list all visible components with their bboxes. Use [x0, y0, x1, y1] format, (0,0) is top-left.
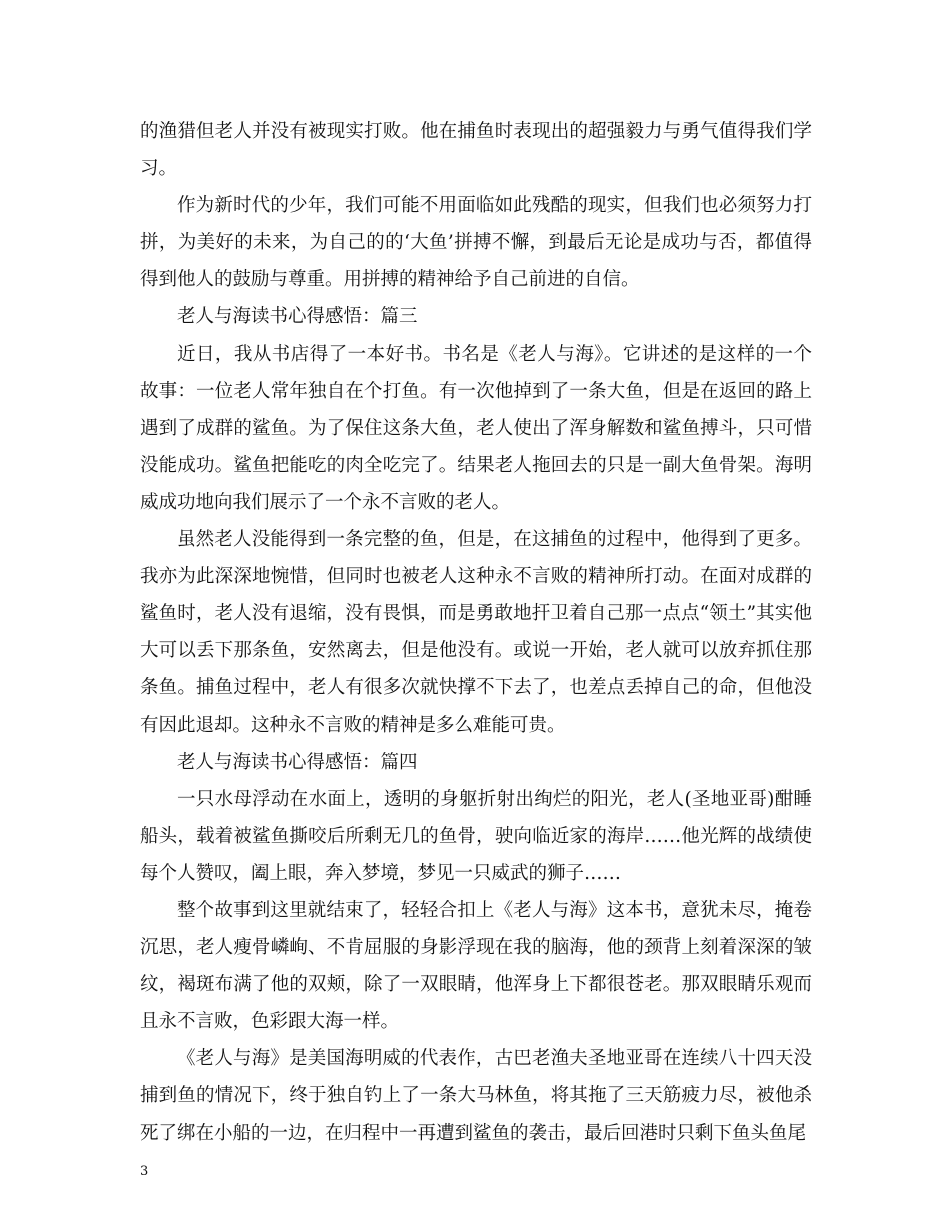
paragraph: 虽然老人没能得到一条完整的鱼，但是，在这捕鱼的过程中，他得到了更多。我亦为此深深地惋惜，但同时也被老人这种永不言败的精神所打动。在面对成群的鲨鱼时，老人没有退缩，没有畏惧，而是勇敢地扞卫着自己那一点点“领土”其实他大可以丢下那条鱼，安然离去，但是他没有。或说一开始，老人就可以放弃抓住那条鱼。捕鱼过程中，老人有很多次就快撑不下去了，也差点丢掉自己的命，但他没有因此退却。这种永不言败的精神是多么难能可贵。: [140, 529, 812, 736]
paragraph: 整个故事到这里就结束了，轻轻合扣上《老人与海》这本书，意犹未尽，掩卷沉思，老人瘦骨嶙峋、不肯屈服的身影浮现在我的脑海，他的颈背上刻着深深的皱纹，褐斑布满了他的双颊，除了一双眼睛，他浑身上下都很苍老。那双眼睛乐观而且永不言败，色彩跟大海一样。: [140, 899, 812, 1033]
page-number: 3: [140, 1164, 149, 1179]
section-heading: 老人与海读书心得感悟：篇三: [177, 306, 418, 328]
document-body: [140, 113, 812, 1152]
paragraph: 近日，我从书店得了一本好书。书名是《老人与海》。它讲述的是这样的一个故事：一位老人常年独自在个打鱼。有一次他掉到了一条大鱼，但是在返回的路上遇到了成群的鲨鱼。为了保住这条大鱼，老人使出了浑身解数和鲨鱼搏斗，只可惜没能成功。鲨鱼把能吃的肉全吃完了。结果老人拖回去的只是一副大鱼骨架。海明威成功地向我们展示了一个永不言败的老人。: [140, 343, 812, 513]
paragraph: 作为新时代的少年，我们可能不用面临如此残酷的现实，但我们也必须努力打拼，为美好的未来，为自己的的‘大鱼’拼搏不懈，到最后无论是成功与否，都值得得到他人的鼓励与尊重。用拼搏的精神给予自己前进的自信。: [140, 195, 812, 291]
section-heading: 老人与海读书心得感悟：篇四: [177, 751, 418, 773]
paragraph: 的渔猎但老人并没有被现实打败。他在捕鱼时表现出的超强毅力与勇气值得我们学习。: [140, 121, 812, 180]
paragraph: 《老人与海》是美国海明威的代表作，古巴老渔夫圣地亚哥在连续八十四天没捕到鱼的情况下，终于独自钓上了一条大马林鱼，将其拖了三天筋疲力尽，被他杀死了绑在小船的一边，在归程中一再遭到鲨鱼的袭击，最后回港时只剩下鱼头鱼尾: [140, 1048, 812, 1144]
paragraph: 一只水母浮动在水面上，透明的身躯折射出绚烂的阳光，老人(圣地亚哥)酣睡船头，载着被鲨鱼撕咬后所剩无几的鱼骨，驶向临近家的海岸……他光辉的战绩使每个人赞叹，阖上眼，奔入梦境，梦见一只威武的狮子……: [140, 788, 812, 884]
